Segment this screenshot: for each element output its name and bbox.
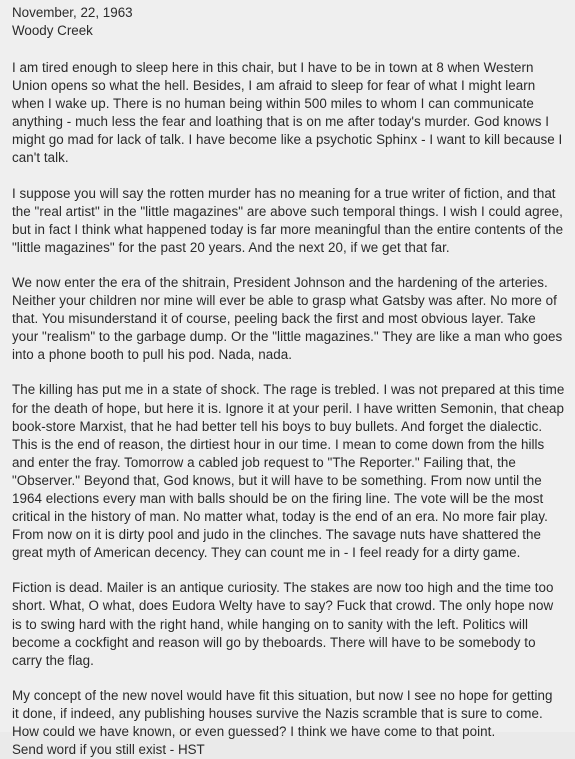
text-line: become a cockfight and reason will go by theboards. There will have to be somebody to bbox=[12, 634, 536, 650]
text-line: The killing has put me in a state of shock. The rage is trebled. I was not prepared at this time bbox=[12, 382, 565, 398]
text-line: How could we have known, or even guessed? I think we have come to that point. bbox=[12, 724, 496, 739]
text-line: and enter the fray. Tomorrow a cabled job request to "The Reporter." Failing that, the bbox=[12, 454, 516, 470]
text-line: We now enter the era of the shitrain, President Johnson and the hardening of the arteries. bbox=[12, 274, 548, 290]
text-line: I suppose you will say the rotten murder has no meaning for a true writer of fiction, and that bbox=[12, 185, 556, 201]
text-line: the "real artist" in the "little magazines" are above such temporal things. I wish I could agree, bbox=[12, 203, 563, 219]
text-line: "little magazines" for the past 20 years. And the next 20, if we get that far. bbox=[12, 239, 450, 255]
paragraph-4 bbox=[12, 381, 565, 562]
letter-signoff: Send word if you still exist - HST bbox=[12, 742, 205, 758]
text-line: Neither your children nor mine will ever be able to grasp what Gatsby was after. No more of bbox=[12, 293, 557, 309]
text-line: carry the flag. bbox=[12, 652, 94, 668]
text-line: that. You misunderstand it of course, peeling back the first and most obvious layer. Take bbox=[12, 311, 536, 327]
text-line: it done, if indeed, any publishing houses survive the Nazis scramble that is sure to come. bbox=[12, 705, 543, 721]
text-line: My concept of the new novel would have fit this situation, but now I see no hope for getting bbox=[12, 687, 553, 703]
text-line: anything - much less the fear and loathing that is on me after today's murder. God knows I bbox=[12, 114, 550, 130]
text-line: great myth of American decency. They can count me in - I feel ready for a dirty game. bbox=[12, 545, 521, 561]
text-line: "Observer." Beyond that, God knows, but it will have to be something. From now until the bbox=[12, 472, 542, 488]
text-line: can't talk. bbox=[12, 150, 69, 166]
text-line: your "realism" to the garbage dump. Or the "little magazines." They are like a man who goes bbox=[12, 329, 563, 345]
text-line: critical in the history of man. No matter what, today is the end of an era. No more fair play. bbox=[12, 509, 548, 525]
text-line: Fiction is dead. Mailer is an antique curiosity. The stakes are now too high and the time too bbox=[12, 580, 554, 596]
letter-header bbox=[12, 4, 565, 40]
text-line: for the death of hope, but here it is. Ignore it at your peril. I have written Semonin, that cheap bbox=[12, 400, 565, 416]
letter-date: November, 22, 1963 bbox=[12, 5, 133, 20]
text-line: might go mad for lack of talk. I have become like a psychotic Sphinx - I want to kill because I bbox=[12, 132, 563, 148]
text-line: book-store Marxist, that he had better tell his boys to buy bullets. And forget the dialectic. bbox=[12, 418, 543, 434]
text-line: 1964 elections every man with balls should be on the firing line. The vote will be the most bbox=[12, 490, 544, 506]
letter-location: Woody Creek bbox=[12, 23, 93, 38]
letter-body bbox=[12, 59, 565, 759]
paragraph-6 bbox=[12, 687, 565, 741]
text-line: I am tired enough to sleep here in this chair, but I have to be in town at 8 when Western bbox=[12, 60, 534, 75]
text-line: when I wake up. There is no human being within 500 miles to whom I can communicate bbox=[12, 96, 534, 112]
text-line: short. What, O what, does Eudora Welty have to say? Fuck that crowd. The only hope now bbox=[12, 598, 554, 614]
text-line: into a phone booth to pull his pod. Nada, nada. bbox=[12, 347, 293, 363]
text-line: This is the end of reason, the dirtiest hour in our time. I mean to come down from the hills bbox=[12, 436, 545, 452]
paragraph-2 bbox=[12, 185, 565, 257]
paragraph-5 bbox=[12, 579, 565, 669]
paragraph-3 bbox=[12, 274, 565, 364]
paragraph-1 bbox=[12, 59, 565, 168]
text-line: is to swing hard with the right hand, while hanging on to sanity with the left. Politics will bbox=[12, 616, 528, 632]
text-line: Union opens so what the hell. Besides, I am afraid to sleep for fear of what I might learn bbox=[12, 78, 536, 94]
text-line: but in fact I think what happened today is far more meaningful than the entire contents of the bbox=[12, 221, 564, 237]
text-line: From now on it is dirty pool and judo in the clinches. The savage nuts have shattered the bbox=[12, 527, 541, 543]
